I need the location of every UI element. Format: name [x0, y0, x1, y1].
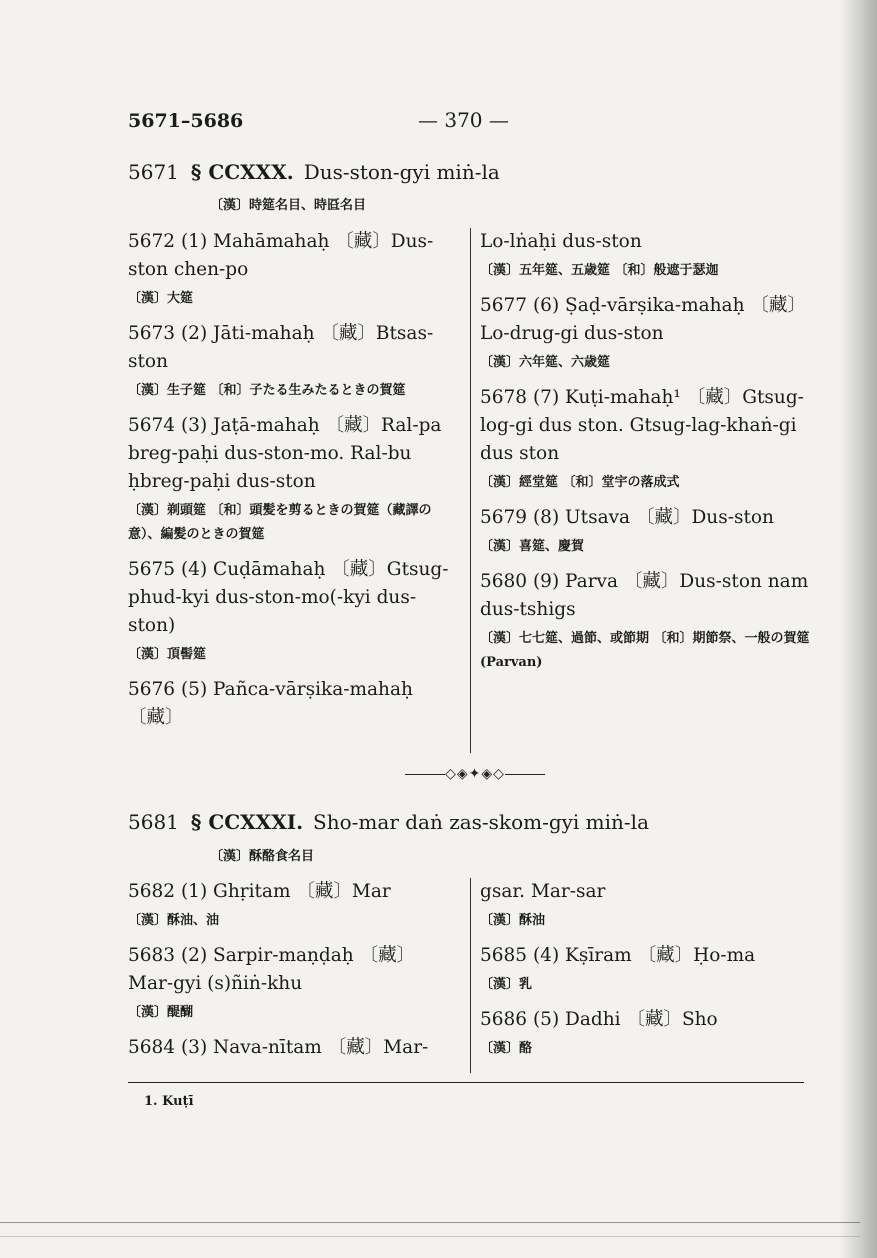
- scan-edge-line: [0, 1222, 860, 1223]
- entry-5674: [128, 412, 458, 547]
- section-heading-5681: [128, 810, 649, 834]
- entry-han: 〔漢〕醍醐: [128, 1005, 194, 1020]
- entry-text: 5677 (6) Ṣaḍ-vārṣika-mahaḥ 〔藏〕Lo-drug-gi dus-ston: [480, 295, 806, 344]
- section-ornament: ◇◈✦◈◇: [395, 766, 555, 786]
- block1-left-column: [128, 228, 458, 732]
- entry-text: 5680 (9) Parva 〔藏〕Dus-ston nam dus-tshigs: [480, 571, 809, 620]
- entry-han: 〔漢〕頂髻筵: [128, 647, 207, 662]
- section-roman: § CCXXX.: [190, 160, 294, 184]
- entry-han: 〔漢〕剃頭筵 〔和〕頭髪を剪るときの賀筵（藏譯の意）、編髪のときの賀筵: [128, 503, 432, 542]
- block2-right-column: [480, 878, 810, 1070]
- entry-han: 〔漢〕酥油: [480, 913, 546, 928]
- entry-han: 〔漢〕乳: [480, 977, 533, 992]
- entry-5685: [480, 942, 810, 997]
- entry-5686: [480, 1006, 810, 1061]
- entry-5677: [480, 292, 810, 375]
- entry-text: 5678 (7) Kuṭi-mahaḥ¹ 〔藏〕Gtsug-log-gi dus ston. Gtsug-lag-khaṅ-gi dus ston: [480, 387, 804, 464]
- section-number: 5681: [128, 810, 179, 834]
- entry-han: 〔漢〕六年筵、六歳筵: [480, 355, 611, 370]
- entry-text: 5682 (1) Ghṛitam 〔藏〕Mar: [128, 881, 391, 902]
- entry-5676-cont: [480, 228, 810, 283]
- entry-text: 5673 (2) Jāti-mahaḥ 〔藏〕Btsas-ston: [128, 323, 434, 372]
- entry-han: 〔漢〕大筵: [128, 291, 194, 306]
- footnote: 1. Kuṭī: [144, 1094, 194, 1109]
- entry-text: 5683 (2) Sarpir-maṇḍaḥ 〔藏〕Mar-gyi (s)ñiṅ-khu: [128, 945, 416, 994]
- section-han: 〔漢〕時筵名目、時㔯名目: [210, 198, 367, 213]
- entry-5676: [128, 676, 458, 732]
- section-tibetan: Dus-ston-gyi miṅ-la: [303, 160, 500, 184]
- section-heading-5671: [128, 160, 500, 184]
- entry-text: 5676 (5) Pañca-vārṣika-mahaḥ 〔藏〕: [128, 679, 413, 728]
- entry-text: gsar. Mar-sar: [480, 881, 606, 902]
- entry-text: 5672 (1) Mahāmahaḥ 〔藏〕Dus-ston chen-po: [128, 231, 434, 280]
- entry-5683: [128, 942, 458, 1025]
- entry-5679: [480, 504, 810, 559]
- entry-5682: [128, 878, 458, 933]
- page-shadow-edge: [839, 0, 877, 1258]
- entry-han: 〔漢〕七七筵、過節、或節期 〔和〕期節祭、一般の賀筵(Parvan): [480, 631, 810, 670]
- section-number: 5671: [128, 160, 179, 184]
- entry-5675: [128, 556, 458, 667]
- entry-han: 〔漢〕五年筵、五歳筵 〔和〕般遮于瑟迦: [480, 263, 719, 278]
- block2-left-column: [128, 878, 458, 1062]
- entry-text: 5674 (3) Jaṭā-mahaḥ 〔藏〕Ral-pa breg-paḥi dus-ston-mo. Ral-bu ḥbreg-paḥi dus-ston: [128, 415, 442, 492]
- entry-han: 〔漢〕喜筵、慶賀: [480, 539, 585, 554]
- entry-text: 5679 (8) Utsava 〔藏〕Dus-ston: [480, 507, 774, 528]
- footnote-rule: [128, 1082, 804, 1083]
- entry-text: 5686 (5) Dadhi 〔藏〕Sho: [480, 1009, 718, 1030]
- entry-5672: [128, 228, 458, 311]
- entry-han: 〔漢〕酥油、油: [128, 913, 220, 928]
- scan-edge-line: [0, 1236, 860, 1237]
- entry-text: Lo-lṅaḥi dus-ston: [480, 231, 642, 252]
- column-divider: [470, 878, 471, 1073]
- entry-text: 5685 (4) Kṣīram 〔藏〕Ḥo-ma: [480, 945, 756, 966]
- entry-5684-cont: [480, 878, 810, 933]
- section-tibetan: Sho-mar daṅ zas-skom-gyi miṅ-la: [313, 810, 650, 834]
- entry-5673: [128, 320, 458, 403]
- entry-range: 5671–5686: [128, 110, 244, 132]
- entry-han: 〔漢〕酪: [480, 1041, 533, 1056]
- section-han: 〔漢〕酥酪食名目: [210, 849, 315, 864]
- column-divider: [470, 228, 471, 753]
- entry-han: 〔漢〕經堂筵 〔和〕堂宇の落成式: [480, 475, 680, 490]
- entry-5678: [480, 384, 810, 495]
- entry-text: 5675 (4) Cuḍāmahaḥ 〔藏〕Gtsug-phud-kyi dus-ston-mo(-kyi dus-ston): [128, 559, 449, 636]
- section-roman: § CCXXXI.: [190, 810, 304, 834]
- block1-right-column: [480, 228, 810, 684]
- entry-5680: [480, 568, 810, 675]
- entry-han: 〔漢〕生子筵 〔和〕子たる生みたるときの賀筵: [128, 383, 406, 398]
- entry-5684: [128, 1034, 458, 1062]
- page-number: — 370 —: [418, 108, 509, 132]
- entry-text: 5684 (3) Nava-nītam 〔藏〕Mar-: [128, 1037, 429, 1058]
